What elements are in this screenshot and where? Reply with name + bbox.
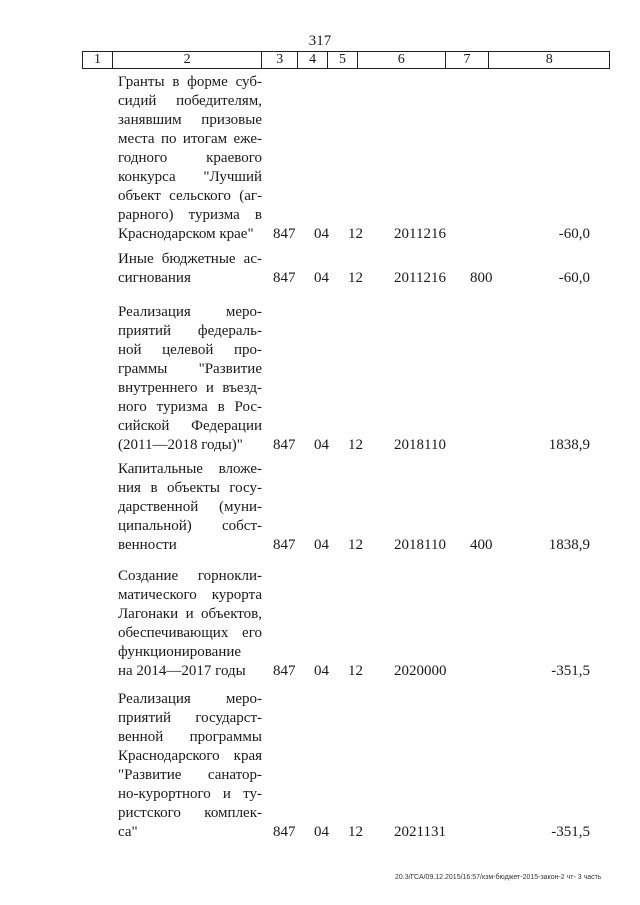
- header-col-4: 4: [298, 52, 328, 68]
- description-line: Реализация меро-: [118, 304, 262, 320]
- cell-ministry: 847: [273, 663, 296, 679]
- cell-amount: -351,5: [551, 824, 590, 840]
- cell-section: 04: [314, 824, 329, 840]
- row-description: [118, 303, 262, 455]
- description-line: годного краевого: [118, 150, 262, 166]
- description-line: ципальной) собст-: [118, 518, 262, 534]
- description-line: ной целевой про-: [118, 342, 262, 358]
- cell-amount: 1838,9: [548, 437, 590, 453]
- description-line: граммы "Развитие: [118, 361, 262, 377]
- cell-subsection: 12: [348, 824, 363, 840]
- description-line: сийской Федерации: [118, 418, 262, 434]
- cell-ministry: 847: [273, 270, 296, 286]
- row-description: [118, 250, 262, 288]
- description-line: рарного) туризма в: [118, 207, 262, 223]
- cell-amount: -60,0: [558, 270, 590, 286]
- cell-subsection: 12: [348, 226, 363, 242]
- description-line: матического курорта: [118, 587, 262, 603]
- page-number: 317: [308, 33, 332, 49]
- header-col-1: 1: [83, 52, 113, 68]
- cell-section: 04: [314, 663, 329, 679]
- description-line: ния в объекты госу-: [118, 480, 262, 496]
- row-description: [118, 73, 262, 244]
- description-line: са": [118, 824, 138, 840]
- description-line: сигнования: [118, 270, 191, 286]
- description-line: конкурса "Лучший: [118, 169, 262, 185]
- description-line: места по итогам еже-: [118, 131, 262, 147]
- description-line: дарственной (муни-: [118, 499, 262, 515]
- row-description: [118, 460, 262, 555]
- description-line: на 2014—2017 годы: [118, 663, 246, 679]
- cell-expense-type: 400: [470, 537, 493, 553]
- description-line: объект сельского (аг-: [118, 188, 262, 204]
- cell-ministry: 847: [273, 437, 296, 453]
- cell-amount: -60,0: [558, 226, 590, 242]
- description-line: Иные бюджетные ас-: [118, 251, 262, 267]
- document-footer: 20.3/ГСА/09.12.2015/16:57/кзм-бюджет-2015-закон-2 чт- 3 часть: [395, 874, 602, 881]
- cell-section: 04: [314, 226, 329, 242]
- cell-section: 04: [314, 270, 329, 286]
- cell-target-article: 2018110: [394, 537, 446, 553]
- description-line: Гранты в форме суб-: [118, 74, 262, 90]
- description-line: приятий государст-: [118, 710, 262, 726]
- cell-target-article: 2011216: [394, 270, 446, 286]
- description-line: венности: [118, 537, 177, 553]
- description-line: Краснодарском крае": [118, 226, 254, 242]
- cell-expense-type: 800: [470, 270, 493, 286]
- row-description: [118, 690, 262, 842]
- header-col-6: 6: [358, 52, 446, 68]
- cell-subsection: 12: [348, 437, 363, 453]
- description-line: внутреннего и въезд-: [118, 380, 262, 396]
- cell-target-article: 2021131: [394, 824, 446, 840]
- description-line: ного туризма в Рос-: [118, 399, 262, 415]
- cell-ministry: 847: [273, 537, 296, 553]
- description-line: ристского комплек-: [118, 805, 262, 821]
- description-line: "Развитие санатор-: [118, 767, 262, 783]
- description-line: функционирование: [118, 644, 242, 660]
- description-line: занявшим призовые: [118, 112, 262, 128]
- cell-section: 04: [314, 537, 329, 553]
- header-col-8: 8: [545, 52, 553, 67]
- description-line: приятий федераль-: [118, 323, 262, 339]
- cell-target-article: 2018110: [394, 437, 446, 453]
- description-line: Капитальные вложе-: [118, 461, 262, 477]
- table-header: [82, 51, 610, 69]
- description-line: сидий победителям,: [118, 93, 262, 109]
- cell-amount: -351,5: [551, 663, 590, 679]
- description-line: венной программы: [118, 729, 262, 745]
- cell-section: 04: [314, 437, 329, 453]
- description-line: Лагонаки и объектов,: [118, 606, 262, 622]
- cell-subsection: 12: [348, 270, 363, 286]
- description-line: Создание горнокли-: [118, 568, 262, 584]
- header-col-5: 5: [328, 52, 358, 68]
- header-col-7: 7: [446, 52, 490, 68]
- header-col-2: 2: [113, 52, 262, 68]
- cell-subsection: 12: [348, 663, 363, 679]
- description-line: Краснодарского края: [118, 748, 262, 764]
- description-line: но-курортного и ту-: [118, 786, 262, 802]
- description-line: обеспечивающих его: [118, 625, 262, 641]
- cell-ministry: 847: [273, 824, 296, 840]
- header-col-3: 3: [262, 52, 298, 68]
- cell-target-article: 2020000: [394, 663, 447, 679]
- cell-target-article: 2011216: [394, 226, 446, 242]
- row-description: [118, 567, 262, 681]
- cell-amount: 1838,9: [548, 537, 590, 553]
- description-line: Реализация меро-: [118, 691, 262, 707]
- cell-ministry: 847: [273, 226, 296, 242]
- description-line: (2011—2018 годы)": [118, 437, 243, 453]
- cell-subsection: 12: [348, 537, 363, 553]
